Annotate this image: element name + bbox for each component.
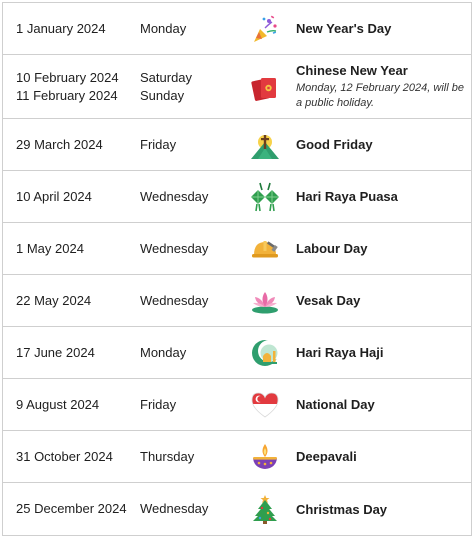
day-cell	[140, 188, 234, 206]
holiday-name-cell	[296, 20, 471, 37]
holiday-name-cell	[296, 501, 471, 518]
holiday-name: Hari Raya Haji	[296, 345, 384, 360]
holiday-name-cell	[296, 62, 471, 111]
date-cell	[3, 344, 140, 362]
table-row	[3, 431, 471, 483]
date-text: 1 January 2024	[16, 20, 106, 36]
lotus-icon	[234, 285, 296, 317]
singapore-heart-icon	[234, 389, 296, 421]
day-cell	[140, 69, 234, 105]
table-row	[3, 327, 471, 379]
day-cell	[140, 500, 234, 518]
holiday-note: Monday, 12 February 2024, will be a public holiday.	[296, 82, 464, 109]
day-text: Monday	[140, 344, 187, 360]
christmas-tree-icon	[234, 493, 296, 525]
day-text: Wednesday	[140, 240, 209, 256]
day-cell	[140, 344, 234, 362]
date-text: 29 March 2024	[16, 136, 103, 152]
date-text: 25 December 2024	[16, 501, 127, 516]
holiday-name-cell	[296, 136, 471, 153]
table-row	[3, 119, 471, 171]
holiday-name: Chinese New Year	[296, 63, 408, 78]
day-cell	[140, 20, 234, 38]
day-text: Monday	[140, 20, 187, 36]
ketupat-icon	[234, 181, 296, 213]
date-cell	[3, 396, 140, 414]
table-row	[3, 3, 471, 55]
day-text: Friday	[140, 136, 177, 152]
date-cell	[3, 448, 140, 466]
day-text: Friday	[140, 396, 177, 412]
table-row	[3, 379, 471, 431]
holiday-name: Deepavali	[296, 449, 357, 464]
date-cell	[3, 69, 140, 105]
cross-hill-icon	[234, 129, 296, 161]
table-row	[3, 223, 471, 275]
day-cell	[140, 240, 234, 258]
date-text: 11 February 2024	[16, 87, 118, 103]
holiday-name-cell	[296, 292, 471, 309]
day-text: Sunday	[140, 87, 185, 103]
table-row	[3, 55, 471, 119]
party-popper-icon	[234, 13, 296, 45]
date-text: 17 June 2024	[16, 344, 95, 360]
holiday-name: Labour Day	[296, 241, 368, 256]
day-cell	[140, 396, 234, 414]
date-text: 31 October 2024	[16, 448, 113, 464]
day-cell	[140, 292, 234, 310]
date-cell	[3, 20, 140, 38]
day-text: Wednesday	[140, 188, 209, 204]
hard-hat-icon	[234, 233, 296, 265]
holiday-name: New Year's Day	[296, 21, 392, 36]
day-text: Wednesday	[140, 501, 209, 516]
holiday-name: Christmas Day	[296, 501, 388, 517]
mosque-crescent-icon	[234, 337, 296, 369]
holiday-name: National Day	[296, 397, 375, 412]
day-text: Wednesday	[140, 292, 209, 308]
holiday-name-cell	[296, 396, 471, 413]
date-cell	[3, 500, 140, 518]
red-packet-icon	[234, 71, 296, 103]
day-text: Saturday	[140, 69, 193, 85]
holiday-table	[2, 2, 472, 536]
date-text: 10 February 2024	[16, 69, 119, 85]
holiday-name-cell	[296, 344, 471, 361]
holiday-name: Good Friday	[296, 137, 373, 152]
date-text: 22 May 2024	[16, 292, 92, 308]
day-cell	[140, 136, 234, 154]
holiday-name-cell	[296, 240, 471, 257]
diya-lamp-icon	[234, 441, 296, 473]
holiday-name: Hari Raya Puasa	[296, 189, 398, 204]
date-text: 10 April 2024	[16, 188, 92, 204]
date-cell	[3, 292, 140, 310]
holiday-name-cell	[296, 448, 471, 465]
day-text: Thursday	[140, 448, 195, 464]
day-cell	[140, 448, 234, 466]
date-cell	[3, 188, 140, 206]
date-cell	[3, 136, 140, 154]
date-cell	[3, 240, 140, 258]
date-text: 9 August 2024	[16, 396, 100, 412]
table-row	[3, 275, 471, 327]
date-text: 1 May 2024	[16, 240, 84, 256]
holiday-name: Vesak Day	[296, 293, 361, 308]
holiday-name-cell	[296, 188, 471, 205]
table-row	[3, 483, 471, 535]
table-row	[3, 171, 471, 223]
